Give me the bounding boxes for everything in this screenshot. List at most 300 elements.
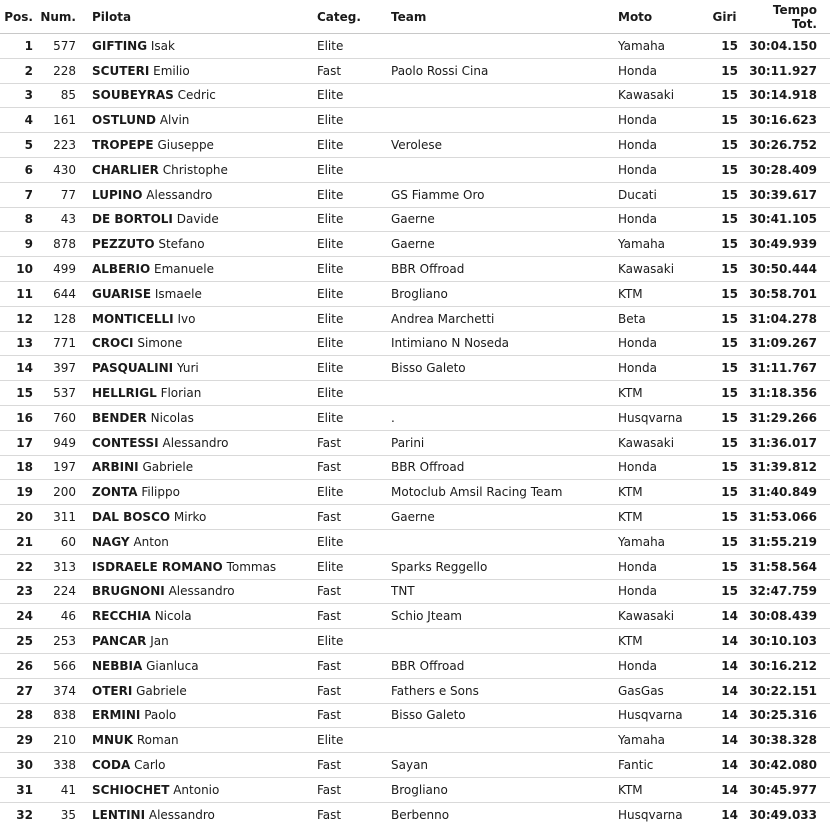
position-cell: 21 (0, 529, 33, 554)
rider-firstname: Alessandro (146, 187, 213, 202)
bike-cell: KTM (618, 381, 703, 406)
laps-cell: 15 (703, 281, 746, 306)
category-cell: Fast (317, 653, 391, 678)
total-time-cell: 31:04.278 (746, 306, 830, 331)
total-time-cell: 31:09.267 (746, 331, 830, 356)
rider-surname: SCUTERI (92, 63, 150, 78)
position-cell: 17 (0, 430, 33, 455)
rider-surname: ARBINI (92, 460, 139, 475)
rider-firstname: Jan (150, 634, 169, 649)
position-cell: 10 (0, 257, 33, 282)
table-row (0, 182, 830, 207)
position-cell: 5 (0, 133, 33, 158)
position-cell: 25 (0, 629, 33, 654)
rider-cell (76, 629, 317, 654)
rider-firstname: Gabriele (136, 683, 187, 698)
team-cell: Gaerne (391, 232, 618, 257)
table-row (0, 133, 830, 158)
team-cell (391, 728, 618, 753)
rider-firstname: Nicolas (150, 410, 194, 425)
category-cell: Elite (317, 554, 391, 579)
total-time-cell: 30:22.151 (746, 678, 830, 703)
bike-cell: KTM (618, 281, 703, 306)
position-cell: 7 (0, 182, 33, 207)
position-cell: 31 (0, 777, 33, 802)
team-cell: Intimiano N Noseda (391, 331, 618, 356)
rider-firstname: Roman (136, 733, 179, 748)
rider-surname: GUARISE (92, 286, 152, 301)
position-cell: 13 (0, 331, 33, 356)
rider-cell (76, 83, 317, 108)
total-time-cell: 30:38.328 (746, 728, 830, 753)
team-cell: Brogliano (391, 777, 618, 802)
rider-cell (76, 405, 317, 430)
rider-surname: MONTICELLI (92, 311, 174, 326)
rider-cell (76, 579, 317, 604)
rider-firstname: Antonio (173, 782, 220, 797)
category-cell: Fast (317, 753, 391, 778)
category-cell: Fast (317, 604, 391, 629)
total-time-cell: 30:39.617 (746, 182, 830, 207)
laps-cell: 15 (703, 133, 746, 158)
bike-cell: Honda (618, 554, 703, 579)
total-time-cell: 30:16.623 (746, 108, 830, 133)
table-row (0, 331, 830, 356)
table-row (0, 579, 830, 604)
team-cell: Motoclub Amsil Racing Team (391, 480, 618, 505)
rider-surname: ERMINI (92, 708, 141, 723)
rider-firstname: Simone (137, 336, 183, 351)
category-cell: Elite (317, 83, 391, 108)
team-cell: Andrea Marchetti (391, 306, 618, 331)
rider-cell (76, 207, 317, 232)
bike-cell: Honda (618, 579, 703, 604)
number-cell: 35 (60, 807, 76, 822)
team-cell: Schio Jteam (391, 604, 618, 629)
category-cell: Elite (317, 157, 391, 182)
laps-cell: 15 (703, 232, 746, 257)
rider-firstname: Paolo (144, 708, 177, 723)
number-cell: 60 (33, 529, 76, 554)
position-cell: 12 (0, 306, 33, 331)
rider-surname: TROPEPE (92, 138, 154, 153)
rider-surname: ZONTA (92, 485, 138, 500)
laps-cell: 15 (703, 207, 746, 232)
rider-cell (76, 157, 317, 182)
rider-surname: MNUK (92, 733, 134, 748)
category-cell: Elite (317, 182, 391, 207)
header-moto: Moto (618, 0, 703, 34)
team-cell: Paolo Rossi Cina (391, 58, 618, 83)
table-row (0, 257, 830, 282)
number-cell: 838 (33, 703, 76, 728)
table-row (0, 802, 830, 826)
table-row (0, 381, 830, 406)
table-row (0, 83, 830, 108)
position-cell: 28 (0, 703, 33, 728)
rider-cell (76, 34, 317, 59)
laps-cell: 15 (703, 157, 746, 182)
bike-cell: Honda (618, 207, 703, 232)
laps-cell: 14 (703, 703, 746, 728)
position-cell: 2 (0, 58, 33, 83)
rider-surname: ALBERIO (92, 262, 151, 277)
number-cell: 200 (33, 480, 76, 505)
number-cell: 499 (33, 257, 76, 282)
rider-cell (76, 58, 317, 83)
number-cell: 644 (33, 281, 76, 306)
bike-cell: Kawasaki (618, 257, 703, 282)
team-cell: Brogliano (391, 281, 618, 306)
position-cell: 1 (0, 34, 33, 59)
total-time-cell: 30:49.033 (749, 807, 817, 822)
rider-cell (76, 678, 317, 703)
category-cell: Elite (317, 306, 391, 331)
bike-cell: KTM (618, 505, 703, 530)
total-time-cell: 31:29.266 (746, 405, 830, 430)
laps-cell: 14 (703, 777, 746, 802)
total-time-cell: 31:53.066 (746, 505, 830, 530)
position-cell: 24 (0, 604, 33, 629)
rider-surname: LUPINO (92, 187, 143, 202)
team-cell: GS Fiamme Oro (391, 182, 618, 207)
position-cell: 22 (0, 554, 33, 579)
table-row (0, 306, 830, 331)
position-cell: 19 (0, 480, 33, 505)
laps-cell: 15 (703, 455, 746, 480)
laps-cell: 15 (703, 554, 746, 579)
number-cell: 224 (33, 579, 76, 604)
team-cell: Parini (391, 430, 618, 455)
rider-firstname: Emilio (153, 63, 190, 78)
bike-cell: Fantic (618, 753, 703, 778)
category-cell: Elite (317, 331, 391, 356)
bike-cell: Yamaha (618, 34, 703, 59)
laps-cell: 14 (721, 807, 738, 822)
rider-firstname: Carlo (134, 758, 166, 772)
laps-cell: 15 (703, 257, 746, 282)
team-cell: Gaerne (391, 207, 618, 232)
team-cell: TNT (391, 579, 618, 604)
rider-surname: DAL BOSCO (92, 510, 171, 525)
rider-cell (76, 281, 317, 306)
laps-cell: 14 (703, 678, 746, 703)
category-cell: Elite (317, 629, 391, 654)
table-row (0, 58, 830, 83)
rider-cell (76, 232, 317, 257)
total-time-cell: 30:26.752 (746, 133, 830, 158)
rider-cell (76, 257, 317, 282)
number-cell: 46 (33, 604, 76, 629)
team-cell: Gaerne (391, 505, 618, 530)
team-cell: Verolese (391, 133, 618, 158)
total-time-cell: 30:41.105 (746, 207, 830, 232)
laps-cell: 15 (703, 430, 746, 455)
position-cell: 11 (0, 281, 33, 306)
rider-cell (76, 480, 317, 505)
category-cell: Elite (317, 207, 391, 232)
number-cell: 197 (33, 455, 76, 480)
rider-cell (76, 703, 317, 728)
rider-cell (76, 381, 317, 406)
rider-cell (76, 653, 317, 678)
table-row (0, 529, 830, 554)
number-cell: 161 (33, 108, 76, 133)
bike-cell: Husqvarna (618, 405, 703, 430)
category-cell: Fast (317, 505, 391, 530)
rider-surname: OTERI (92, 683, 133, 698)
table-row (0, 232, 830, 257)
team-cell (391, 381, 618, 406)
rider-surname: NEBBIA (92, 658, 143, 673)
number-cell: 311 (33, 505, 76, 530)
table-row (0, 604, 830, 629)
rider-firstname: Alessandro (148, 807, 215, 822)
bike-cell: Honda (618, 58, 703, 83)
table-row (0, 777, 830, 802)
rider-firstname: Alessandro (162, 435, 229, 450)
number-cell: 228 (33, 58, 76, 83)
position-cell: 6 (0, 157, 33, 182)
team-cell: BBR Offroad (391, 257, 618, 282)
laps-cell: 15 (703, 83, 746, 108)
team-cell: Bisso Galeto (391, 703, 618, 728)
number-cell: 253 (33, 629, 76, 654)
number-cell: 949 (33, 430, 76, 455)
rider-firstname: Ismaele (154, 286, 202, 301)
table-row (0, 753, 830, 778)
rider-firstname: Florian (160, 386, 202, 401)
position-cell: 3 (0, 83, 33, 108)
bike-cell: Honda (618, 133, 703, 158)
rider-cell (76, 306, 317, 331)
total-time-cell: 31:40.849 (746, 480, 830, 505)
header-team: Team (391, 0, 618, 34)
team-cell (391, 629, 618, 654)
team-cell: Sayan (391, 753, 618, 778)
category-cell: Elite (317, 232, 391, 257)
number-cell: 397 (33, 356, 76, 381)
rider-cell (76, 753, 317, 778)
table-row (0, 356, 830, 381)
laps-cell: 15 (703, 505, 746, 530)
rider-firstname: Davide (176, 212, 219, 227)
laps-cell: 15 (703, 58, 746, 83)
rider-firstname: Gianluca (146, 658, 199, 673)
laps-cell: 15 (703, 405, 746, 430)
header-row (0, 0, 830, 34)
category-cell: Fast (317, 455, 391, 480)
category-cell: Fast (317, 703, 391, 728)
rider-surname: CODA (92, 758, 131, 772)
table-row (0, 629, 830, 654)
header-tempo: Tempo Tot. (746, 0, 830, 34)
position-cell: 29 (0, 728, 33, 753)
rider-surname: NAGY (92, 534, 130, 549)
category-cell: Elite (317, 133, 391, 158)
rider-firstname: Gabriele (142, 460, 194, 475)
number-cell: 210 (33, 728, 76, 753)
bike-cell: Kawasaki (618, 83, 703, 108)
rider-cell (76, 331, 317, 356)
rider-surname: SOUBEYRAS (92, 88, 174, 103)
rider-surname: CONTESSI (92, 435, 159, 450)
rider-cell (76, 777, 317, 802)
laps-cell: 14 (703, 753, 746, 778)
number-cell: 41 (33, 777, 76, 802)
rider-surname: LENTINI (92, 807, 146, 822)
rider-cell (76, 604, 317, 629)
team-cell: BBR Offroad (391, 455, 618, 480)
bike-cell: Yamaha (618, 728, 703, 753)
rider-firstname: Giuseppe (157, 138, 214, 153)
rider-surname: SCHIOCHET (92, 782, 170, 797)
position-cell: 23 (0, 579, 33, 604)
bike-cell: Yamaha (618, 232, 703, 257)
rider-cell (76, 182, 317, 207)
rider-firstname: Alvin (159, 113, 190, 128)
number-cell: 537 (33, 381, 76, 406)
total-time-cell: 30:25.316 (746, 703, 830, 728)
table-header (0, 0, 830, 34)
table-row (0, 430, 830, 455)
rider-cell (76, 728, 317, 753)
number-cell: 85 (33, 83, 76, 108)
total-time-cell: 30:08.439 (746, 604, 830, 629)
rider-firstname: Emanuele (154, 262, 214, 277)
bike-cell: Kawasaki (618, 430, 703, 455)
rider-firstname: Anton (133, 534, 169, 549)
rider-firstname: Tommas (226, 559, 277, 574)
category-cell: Fast (317, 807, 342, 822)
rider-firstname: Mirko (173, 510, 207, 525)
laps-cell: 15 (703, 306, 746, 331)
rider-cell (76, 554, 317, 579)
team-cell (391, 108, 618, 133)
total-time-cell: 30:50.444 (746, 257, 830, 282)
table-row (0, 728, 830, 753)
bike-cell: Yamaha (618, 529, 703, 554)
table-row (0, 554, 830, 579)
rider-surname: CHARLIER (92, 162, 159, 177)
table-row (0, 653, 830, 678)
total-time-cell: 30:28.409 (746, 157, 830, 182)
bike-cell: Honda (618, 356, 703, 381)
team-cell (391, 34, 618, 59)
position-cell: 9 (0, 232, 33, 257)
total-time-cell: 31:36.017 (746, 430, 830, 455)
rider-surname: OSTLUND (92, 113, 156, 128)
total-time-cell: 31:58.564 (746, 554, 830, 579)
laps-cell: 15 (703, 331, 746, 356)
number-cell: 223 (33, 133, 76, 158)
rider-surname: HELLRIGL (92, 386, 157, 401)
total-time-cell: 30:10.103 (746, 629, 830, 654)
position-cell: 26 (0, 653, 33, 678)
rider-firstname: Yuri (176, 361, 199, 376)
laps-cell: 14 (703, 604, 746, 629)
number-cell: 338 (33, 753, 76, 778)
category-cell: Elite (317, 381, 391, 406)
table-body (0, 34, 830, 827)
laps-cell: 14 (703, 629, 746, 654)
category-cell: Elite (317, 480, 391, 505)
team-cell (391, 157, 618, 182)
rider-firstname: Cedric (177, 88, 216, 103)
number-cell: 878 (33, 232, 76, 257)
total-time-cell: 31:55.219 (746, 529, 830, 554)
laps-cell: 15 (703, 480, 746, 505)
table-row (0, 678, 830, 703)
category-cell: Elite (317, 356, 391, 381)
total-time-cell: 30:42.080 (746, 753, 830, 778)
rider-firstname: Stefano (158, 237, 205, 252)
rider-surname: PANCAR (92, 634, 147, 649)
table-row (0, 34, 830, 59)
table-row (0, 207, 830, 232)
bike-cell: Ducati (618, 182, 703, 207)
laps-cell: 15 (703, 108, 746, 133)
number-cell: 566 (33, 653, 76, 678)
rider-surname: GIFTING (92, 38, 148, 53)
bike-cell: Husqvarna (618, 807, 683, 822)
table-row (0, 480, 830, 505)
laps-cell: 15 (703, 529, 746, 554)
header-categ: Categ. (317, 0, 391, 34)
rider-cell (76, 505, 317, 530)
bike-cell: KTM (618, 777, 703, 802)
laps-cell: 14 (703, 728, 746, 753)
total-time-cell: 31:18.356 (746, 381, 830, 406)
header-pos: Pos. (0, 0, 33, 34)
number-cell: 77 (33, 182, 76, 207)
position-cell: 15 (0, 381, 33, 406)
table-row (0, 703, 830, 728)
category-cell: Fast (317, 579, 391, 604)
position-cell: 27 (0, 678, 33, 703)
position-cell: 30 (0, 753, 33, 778)
category-cell: Fast (317, 777, 391, 802)
rider-firstname: Alessandro (168, 584, 235, 599)
rider-firstname: Christophe (162, 162, 228, 177)
laps-cell: 15 (703, 34, 746, 59)
category-cell: Fast (317, 430, 391, 455)
rider-surname: BRUGNONI (92, 584, 165, 599)
number-cell: 771 (33, 331, 76, 356)
rider-cell (76, 133, 317, 158)
team-cell (391, 529, 618, 554)
position-cell: 4 (0, 108, 33, 133)
category-cell: Fast (317, 58, 391, 83)
laps-cell: 15 (703, 356, 746, 381)
bike-cell: KTM (618, 480, 703, 505)
total-time-cell: 30:04.150 (746, 34, 830, 59)
bike-cell: Husqvarna (618, 703, 703, 728)
category-cell: Elite (317, 728, 391, 753)
number-cell: 43 (33, 207, 76, 232)
number-cell: 374 (33, 678, 76, 703)
bike-cell: Honda (618, 331, 703, 356)
laps-cell: 15 (703, 381, 746, 406)
team-cell: . (391, 405, 618, 430)
category-cell: Fast (317, 678, 391, 703)
number-cell: 313 (33, 554, 76, 579)
table-row (0, 505, 830, 530)
position-cell: 14 (0, 356, 33, 381)
table-row (0, 405, 830, 430)
position-cell: 20 (0, 505, 33, 530)
rider-surname: ISDRAELE ROMANO (92, 559, 223, 574)
